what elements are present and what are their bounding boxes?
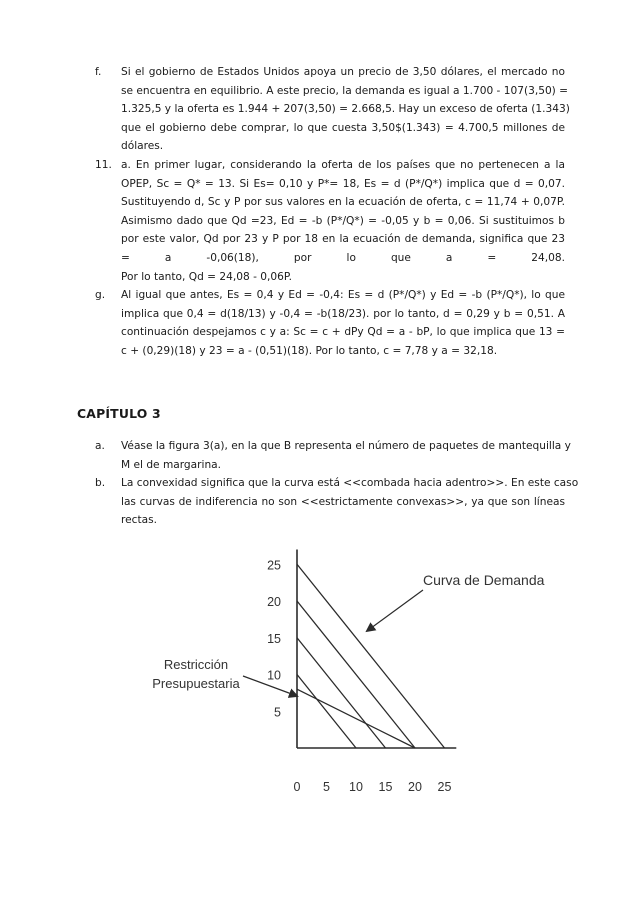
text-line: = a -0,06(18), por lo que a = 24,08. <box>121 251 565 264</box>
y-tick-label: 10 <box>267 668 281 683</box>
text-line: Por lo tanto, Qd = 24,08 - 0,06P. <box>121 270 292 283</box>
x-tick-label: 5 <box>323 780 330 794</box>
item-marker: f. <box>95 66 102 78</box>
x-tick-label: 0 <box>293 780 301 794</box>
series-line-1 <box>297 564 445 748</box>
text-line: a. En primer lugar, considerando la oferta de los países que no pertenecen a la <box>121 159 565 171</box>
y-tick-label: 20 <box>267 595 281 609</box>
text-line: que el gobierno debe comprar, lo que cuesta 3,50$(1.343) = 4.700,5 millones de <box>121 121 565 134</box>
y-tick-label: 5 <box>274 705 281 720</box>
demand-curve-annotation: Curva de Demanda <box>423 572 545 588</box>
item-marker: a. <box>95 440 105 452</box>
x-tick-label: 15 <box>378 780 393 794</box>
series-line-4 <box>297 675 356 749</box>
text-line: implica que 0,4 = d(18/13) y -0,4 = -b(18/23). por lo tanto, d = 0,29 y b = 0,51. A <box>121 307 565 320</box>
demand-annotation-arrow <box>367 590 423 631</box>
text-line: Véase la figura 3(a), en la que B representa el número de paquetes de mantequilla y <box>121 440 571 452</box>
text-line: las curvas de indiferencia no son <<estrictamente convexas>>, ya que son líneas <box>121 495 565 508</box>
budget-annotation-line-2: Presupuestaria <box>152 676 240 691</box>
text-line: se encuentra en equilibrio. A este precio, la demanda es igual a 1.700 - 107(3,50) = <box>121 84 569 97</box>
x-tick-label: 10 <box>349 780 363 794</box>
text-line: Al igual que antes, Es = 0,4 y Ed = -0,4: Es = d (P*/Q*) y Ed = -b (P*/Q*), lo que <box>121 289 565 301</box>
text-line: 1.325,5 y la oferta es 1.944 + 207(3,50) = 2.668,5. Hay un exceso de oferta (1.343) <box>121 103 570 116</box>
y-tick-label: 25 <box>267 558 281 573</box>
series-line-3 <box>297 638 386 748</box>
item-marker: b. <box>95 477 106 489</box>
text-line: Asimismo dado que Qd =23, Ed = -b (P*/Q*) = -0,05 y b = 0,06. Si sustituimos b <box>121 214 565 227</box>
text-line: continuación despejamos c y a: Sc = c + dPy Qd = a - bP, lo que implica que 13 = <box>121 326 565 339</box>
text-line: rectas. <box>121 514 157 527</box>
budget-annotation-line-1: Restricción <box>163 657 229 672</box>
text-line: OPEP, Sc = Q* = 13. Si Es= 0,10 y P*= 18, Es = d (P*/Q*) implica que d = 0,07. <box>121 177 565 190</box>
text-line: La convexidad significa que la curva está <<combada hacia adentro>>. En este caso <box>121 477 579 489</box>
text-line: dólares. <box>121 140 164 153</box>
item-marker: 11. <box>95 159 112 171</box>
series-line-2 <box>297 601 415 748</box>
y-tick-label: 15 <box>267 631 281 646</box>
x-tick-label: 20 <box>408 780 422 794</box>
series-line-5 <box>297 689 415 748</box>
chapter-title: CAPÍTULO 3 <box>77 406 161 421</box>
item-marker: g. <box>95 289 106 301</box>
text-line: por este valor, Qd por 23 y P por 18 en la ecuación de demanda, significa que 23 <box>121 233 565 246</box>
text-line: M el de margarina. <box>121 458 222 471</box>
text-line: Si el gobierno de Estados Unidos apoya un precio de 3,50 dólares, el mercado no <box>121 66 565 78</box>
text-line: c + (0,29)(18) y 23 = a - (0,51)(18). Por lo tanto, c = 7,78 y a = 32,18. <box>121 344 498 357</box>
x-tick-label: 25 <box>437 780 452 794</box>
text-line: Sustituyendo d, Sc y P por sus valores en la ecuación de oferta, c = 11,74 + 0,07P. <box>121 196 565 209</box>
